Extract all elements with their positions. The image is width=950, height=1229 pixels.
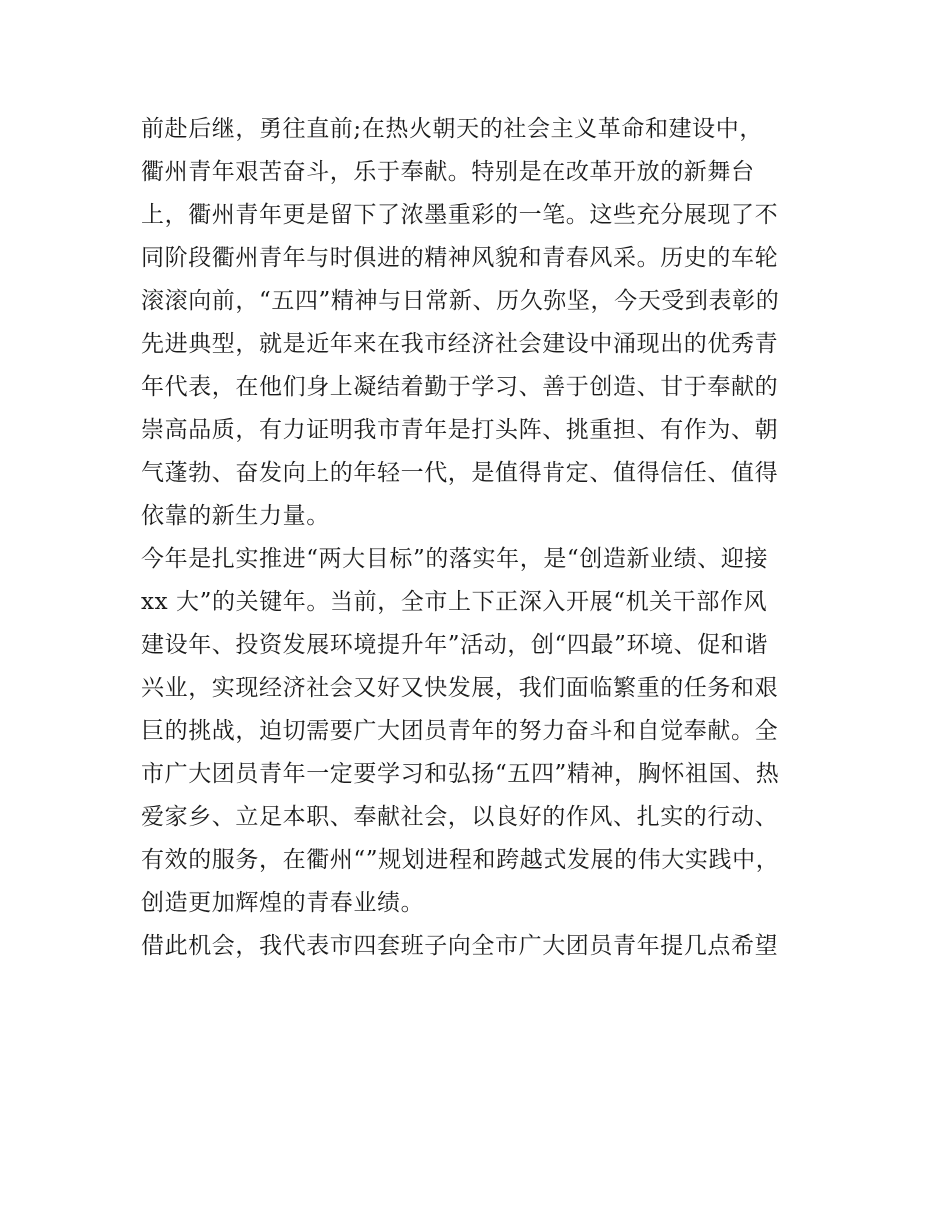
body-text xyxy=(141,108,831,968)
text-line: 市广大团员青年一定要学习和弘扬“五四”精神，胸怀祖国、热 xyxy=(141,761,780,787)
text-line: 前赴后继，勇往直前;在热火朝天的社会主义革命和建设中， xyxy=(141,116,763,142)
text-line: 借此机会，我代表市四套班子向全市广大团员青年提几点希望 xyxy=(141,933,779,959)
text-line: 巨的挑战，迫切需要广大团员青年的努力奋斗和自觉奉献。全 xyxy=(141,718,779,744)
text-line: 爱家乡、立足本职、奉献社会，以良好的作风、扎实的行动、 xyxy=(141,804,779,830)
text-line: 同阶段衢州青年与时俱进的精神风貌和青春风采。历史的车轮 xyxy=(141,245,779,271)
text-line: 年代表，在他们身上凝结着勤于学习、善于创造、甘于奉献的 xyxy=(141,374,779,400)
paragraph-2 xyxy=(141,538,831,925)
text-line: 有效的服务，在衢州“”规划进程和跨越式发展的伟大实践中， xyxy=(141,847,780,873)
text-line: 兴业，实现经济社会又好又快发展，我们面临繁重的任务和艰 xyxy=(141,675,779,701)
text-line: 今年是扎实推进“两大目标”的落实年，是“创造新业绩、迎接 xyxy=(141,546,769,572)
text-line: 衢州青年艰苦奋斗，乐于奉献。特别是在改革开放的新舞台 xyxy=(141,159,755,185)
text-line: xx 大”的关键年。当前，全市上下正深入开展“机关干部作风 xyxy=(141,589,768,615)
text-line: 建设年、投资发展环境提升年”活动，创“四最”环境、促和谐 xyxy=(141,632,769,658)
paragraph-3 xyxy=(141,925,831,968)
text-line: 依靠的新生力量。 xyxy=(141,503,330,529)
text-line: 先进典型，就是近年来在我市经济社会建设中涌现出的优秀青 xyxy=(141,331,779,357)
text-line: 滚滚向前，“五四”精神与日常新、历久弥坚，今天受到表彰的 xyxy=(141,288,780,314)
text-line: 上，衢州青年更是留下了浓墨重彩的一笔。这些充分展现了不 xyxy=(141,202,779,228)
paragraph-1 xyxy=(141,108,831,538)
text-line: 气蓬勃、奋发向上的年轻一代，是值得肯定、值得信任、值得 xyxy=(141,460,779,486)
text-line: 创造更加辉煌的青春业绩。 xyxy=(141,890,425,916)
text-line: 崇高品质，有力证明我市青年是打头阵、挑重担、有作为、朝 xyxy=(141,417,779,443)
